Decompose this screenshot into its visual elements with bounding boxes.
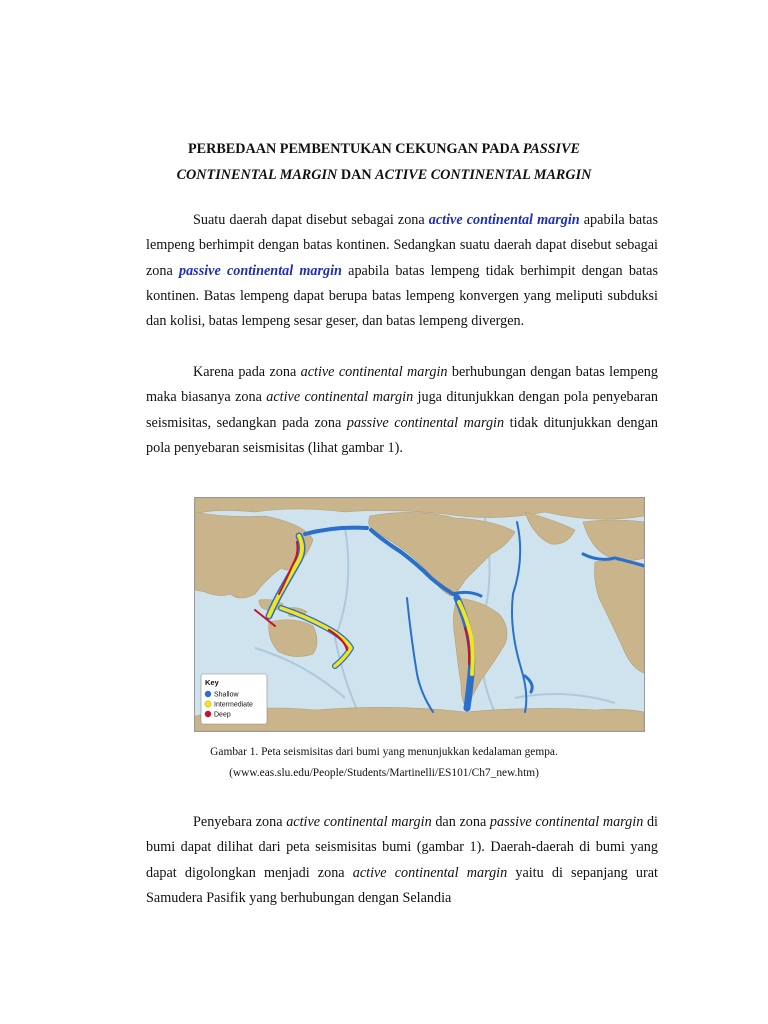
world-map-graphic (195, 498, 644, 731)
title-line-1: PERBEDAAN PEMBENTUKAN CEKUNGAN PADA PASSIVE (187, 141, 581, 157)
legend-intermediate-marker (205, 701, 211, 707)
paragraph-1: Suatu daerah dapat disebut sebagai zona active continental margin apabila batas lempeng berhimpit dengan batas kontinen. Sedangkan suatu daerah dapat disebut sebagai zona passive continental margin apabila batas lempeng tidak berhimpit dengan batas kontinen. Batas lempeng dapat berupa batas lempeng konvergen yang meliputi subduksi dan kolisi, batas lempeng sesar geser, dan batas lempeng divergen. (146, 212, 658, 330)
title-line-2: CONTINENTAL MARGIN DAN ACTIVE CONTINENTAL MARGIN (176, 167, 592, 183)
paragraph-3: Penyebara zona active continental margin dan zona passive continental margin di bumi dapat dilihat dari peta seismisitas bumi (gambar 1). Daerah-daerah di bumi yang dapat digolongkan menjadi zona active continental margin yaitu di sepanjang urat Samudera Pasifik yang berhubungan dengan Selandia (146, 814, 658, 906)
legend-shallow-marker (205, 691, 211, 697)
legend-deep-marker (205, 711, 211, 717)
paragraph-2: Karena pada zona active continental margin berhubungan dengan batas lempeng maka biasanya zona active continental margin juga ditunjukkan dengan pola penyebaran seismisitas, sedangkan pada zona passive continental margin tidak ditunjukkan dengan pola penyebaran seismisitas (lihat gambar 1). (146, 364, 659, 456)
highlight-active-term: active continental margin (428, 212, 580, 228)
seismicity-world-map (194, 497, 645, 732)
figure-caption: Gambar 1. Peta seismisitas dari bumi yang menunjukkan kedalaman gempa. (210, 746, 558, 758)
legend-intermediate-label: Intermediate (214, 701, 253, 709)
figure-source-url: (www.eas.slu.edu/People/Students/Martinelli/ES101/Ch7_new.htm) (229, 767, 539, 779)
legend-title: Key (205, 678, 219, 687)
legend-shallow-label: Shallow (214, 691, 239, 699)
legend-deep-label: Deep (214, 711, 231, 719)
highlight-passive-term: passive continental margin (178, 262, 342, 279)
map-legend (201, 674, 267, 724)
document-title (120, 136, 648, 188)
